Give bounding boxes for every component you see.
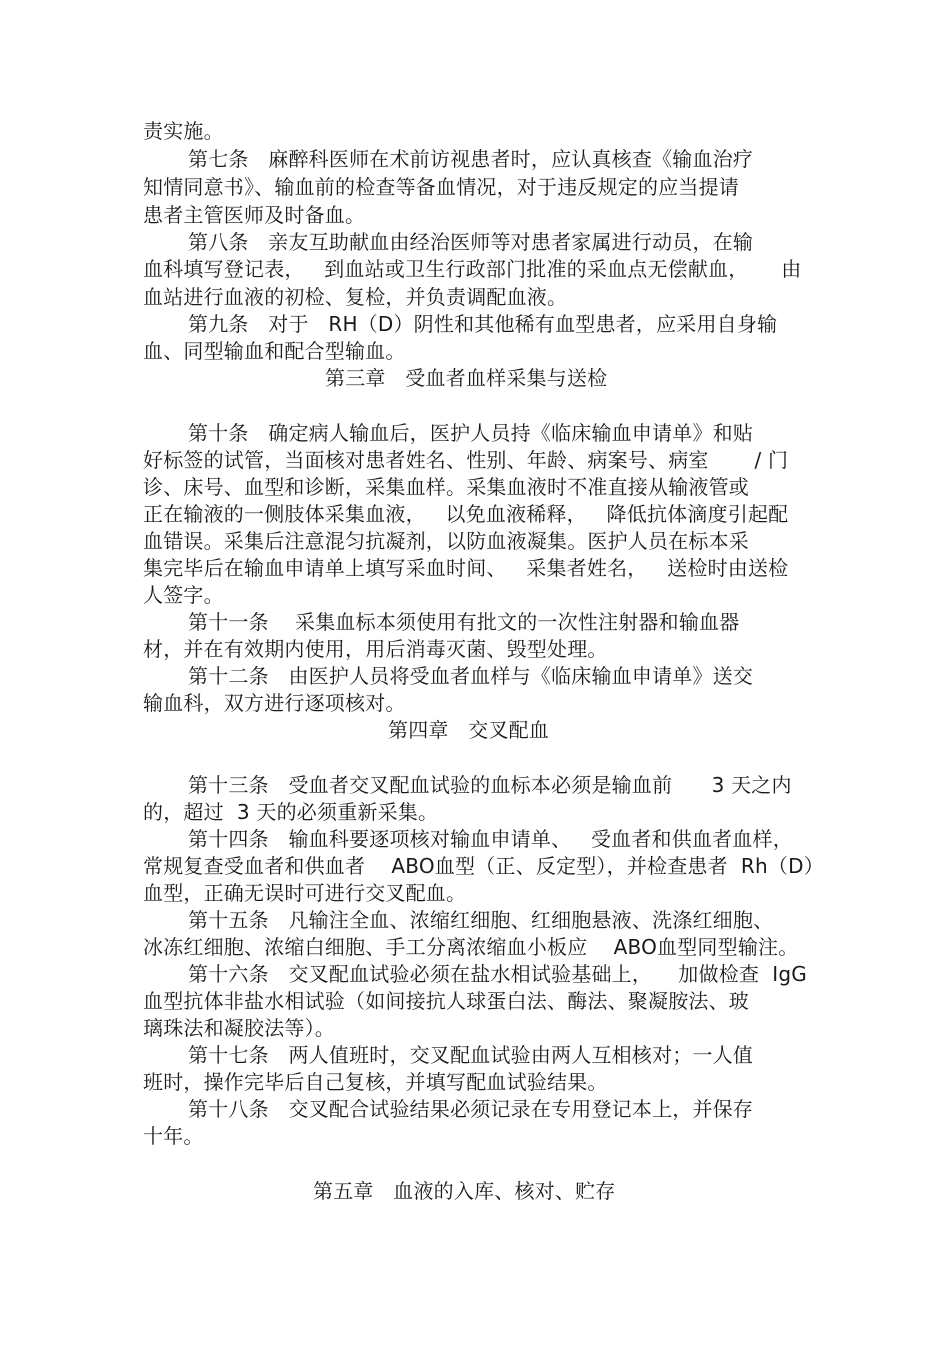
chapter-heading: 第四章 交叉配血 [388, 718, 550, 742]
text-line: 知情同意书》、输血前的检查等备血情况，对于违反规定的应当提请 [143, 175, 739, 199]
text-line: 血型抗体非盐水相试验（如间接抗人球蛋白法、酶法、聚凝胺法、玻 [143, 989, 749, 1013]
text-line: 血型，正确无误时可进行交叉配血。 [143, 881, 467, 905]
text-line: 第十八条 交叉配合试验结果必须记录在专用登记本上，并保存 [188, 1097, 754, 1121]
text-line: 好标签的试管，当面核对患者姓名、性别、年龄、病案号、病室 / 门 [143, 448, 789, 472]
text-line: 诊、床号、血型和诊断，采集血样。采集血液时不准直接从输液管或 [143, 475, 749, 499]
text-line: 第十条 确定病人输血后，医护人员持《临床输血申请单》和贴 [188, 421, 754, 445]
text-line: 责实施。 [143, 119, 224, 143]
text-line: 班时，操作完毕后自己复核，并填写配血试验结果。 [143, 1070, 608, 1094]
text-line: 第十三条 受血者交叉配血试验的血标本必须是输血前 3 天之内 [188, 773, 792, 797]
text-line: 第十一条 采集血标本须使用有批文的一次性注射器和输血器 [188, 610, 740, 634]
text-line: 集完毕后在输血申请单上填写采血时间、 采集者姓名， 送检时由送检 [143, 556, 789, 580]
text-line: 血站进行血液的初检、复检，并负责调配血液。 [143, 285, 568, 309]
text-line: 人签字。 [143, 583, 224, 607]
text-line: 十年。 [143, 1124, 204, 1148]
text-line: 患者主管医师及时备血。 [143, 203, 366, 227]
text-line: 的，超过 3 天的必须重新采集。 [143, 800, 439, 824]
text-line: 正在输液的一侧肢体采集血液， 以免血液稀释， 降低抗体滴度引起配 [143, 502, 789, 526]
text-line: 输血科，双方进行逐项核对。 [143, 691, 406, 715]
text-line: 第十五条 凡输注全血、浓缩红细胞、红细胞悬液、洗涤红细胞、 [188, 908, 774, 932]
text-line: 第八条 亲友互助献血由经治医师等对患者家属进行动员，在输 [188, 230, 754, 254]
text-line: 血错误。采集后注意混匀抗凝剂，以防血液凝集。医护人员在标本采 [143, 529, 749, 553]
text-line: 第十二条 由医护人员将受血者血样与《临床输血申请单》送交 [188, 664, 754, 688]
text-line: 第九条 对于 RH（D）阴性和其他稀有血型患者，应采用自身输 [188, 312, 778, 336]
text-line: 第七条 麻醉科医师在术前访视患者时，应认真核查《输血治疗 [188, 147, 754, 171]
chapter-heading: 第三章 受血者血样采集与送检 [325, 366, 608, 390]
text-line: 血科填写登记表， 到血站或卫生行政部门批准的采血点无偿献血， 由 [143, 257, 802, 281]
text-line: 璃珠法和凝胶法等）。 [143, 1016, 335, 1040]
text-line: 常规复查受血者和供血者 ABO血型（正、反定型），并检查患者 Rh（D） [143, 854, 824, 878]
text-line: 血、同型输血和配合型输血。 [143, 339, 406, 363]
text-line: 第十七条 两人值班时，交叉配血试验由两人互相核对；一人值 [188, 1043, 754, 1067]
chapter-heading: 第五章 血液的入库、核对、贮存 [313, 1179, 616, 1203]
text-line: 第十四条 输血科要逐项核对输血申请单、 受血者和供血者血样， [188, 827, 793, 851]
text-line: 材，并在有效期内使用，用后消毒灭菌、毁型处理。 [143, 637, 608, 661]
text-line: 冰冻红细胞、浓缩白细胞、手工分离浓缩血小板应 ABO血型同型输注。 [143, 935, 799, 959]
text-line: 第十六条 交叉配血试验必须在盐水相试验基础上， 加做检查 IgG [188, 962, 807, 986]
